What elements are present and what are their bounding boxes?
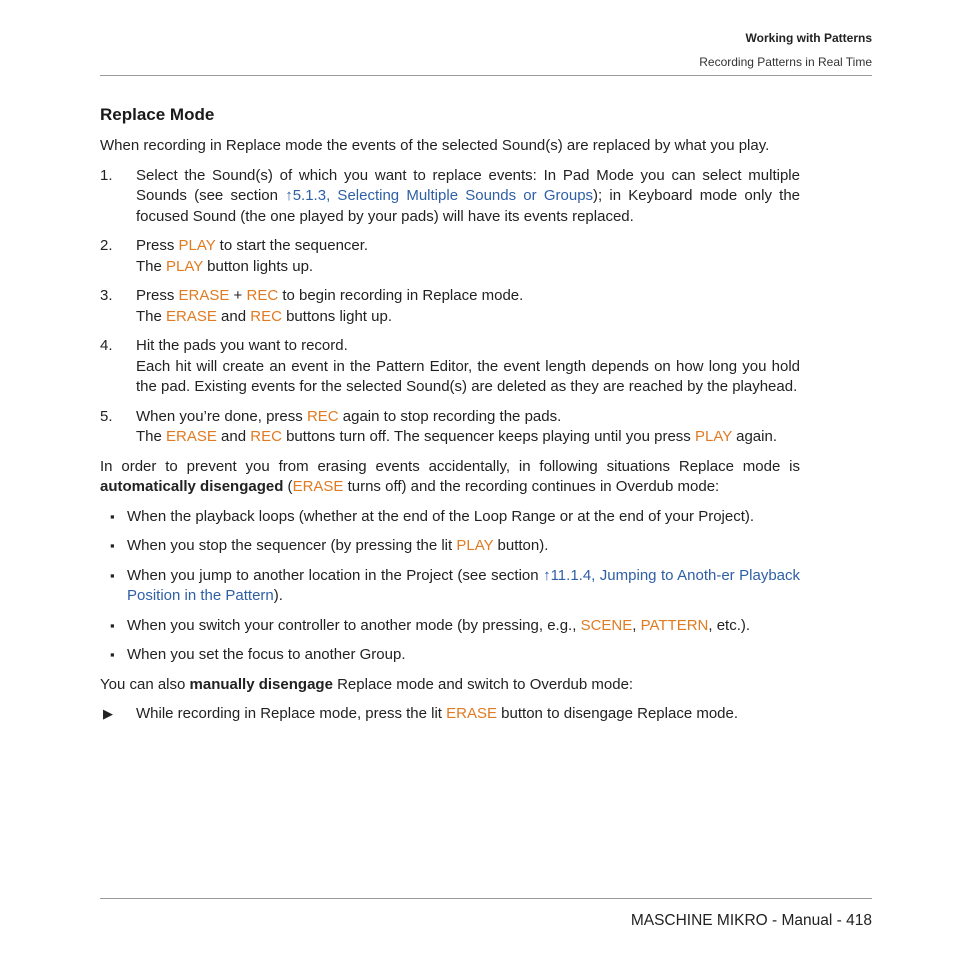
step-text: ); in Keyboard mode only the focused Sound (the one played by your pads) will have its events replaced. <box>136 187 800 225</box>
step-line: When you’re done, press REC again to stop recording the pads. <box>136 407 562 425</box>
step-line: Press ERASE + REC to begin recording in Replace mode. <box>136 287 524 304</box>
header-chapter: Working with Patterns <box>745 31 872 45</box>
step-number: 3. <box>100 287 113 304</box>
section-link-5-1-3[interactable]: ↑5.1.3, Selecting Multiple Sounds or Groups <box>285 187 594 204</box>
step-number: 4. <box>100 337 113 354</box>
play-button-ref: PLAY <box>178 237 216 254</box>
bullet-marker: ▪ <box>110 617 115 633</box>
step-2 <box>100 236 800 277</box>
auto-disengage-paragraph: In order to prevent you from erasing events accidentally, in following situations Replace mode is automatically disengaged (ERASE turns off) and the recording continues in Overdub mode: <box>100 457 800 495</box>
scene-button-ref: SCENE <box>580 616 633 634</box>
bold-term: automatically disengaged <box>100 478 284 495</box>
footer-divider <box>100 898 872 899</box>
pattern-button-ref: PATTERN <box>640 616 709 634</box>
step-line: The ERASE and REC buttons light up. <box>136 307 392 325</box>
page-content <box>100 104 800 725</box>
step-number: 1. <box>100 166 113 184</box>
bold-term: manually disengage <box>189 675 333 693</box>
section-link-11-1-4[interactable]: ↑11.1.4, Jumping to Anoth-er Playback Position in the Pattern <box>127 566 800 604</box>
step-number: 2. <box>100 237 113 254</box>
step-3 <box>100 286 800 327</box>
erase-button-ref: ERASE <box>446 705 498 722</box>
bullet-marker: ▪ <box>110 538 115 553</box>
header-section: Recording Patterns in Real Time <box>699 55 872 69</box>
step-line: The ERASE and REC buttons turn off. The sequencer keeps playing until you press PLAY again. <box>136 428 777 445</box>
bullet-item: ▪ When you jump to another location in the Project (see section ↑11.1.4, Jumping to Anoth-er Playback Position in the Pattern). <box>110 566 800 604</box>
page-footer: MASCHINE MIKRO - Manual - 418 <box>630 912 872 929</box>
bullet-item: ▪ When the playback loops (whether at the end of the Loop Range or at the end of your Project). <box>100 507 800 528</box>
bullet-marker: ▪ <box>110 567 115 583</box>
step-line: Each hit will create an event in the Pattern Editor, the event length depends on how long you hold the pad. Existing events for the selected Sound(s) are deleted as they are reached by the playhead. <box>136 357 800 395</box>
section-heading: Replace Mode <box>100 105 215 124</box>
manual-disengage-paragraph: You can also manually disengage Replace mode and switch to Overdub mode: <box>100 675 634 693</box>
triangle-right-icon: ▶ <box>103 706 113 721</box>
step-line: Hit the pads you want to record. <box>136 337 348 354</box>
bullet-marker: ▪ <box>110 508 115 524</box>
step-1 <box>100 166 800 228</box>
erase-button-ref: ERASE <box>292 478 344 495</box>
play-button-ref: PLAY <box>166 257 203 275</box>
step-4 <box>100 336 800 398</box>
play-button-ref: PLAY <box>456 537 494 554</box>
rec-button-ref: REC <box>246 287 279 304</box>
bullet-item: ▪ When you set the focus to another Group. <box>100 645 800 666</box>
step-line: The PLAY button lights up. <box>136 257 314 275</box>
erase-button-ref: ERASE <box>166 307 217 325</box>
step-line: Press PLAY to start the sequencer. <box>136 237 369 254</box>
step-number: 5. <box>100 407 113 425</box>
rec-button-ref: REC <box>306 407 339 425</box>
step-5 <box>100 407 800 448</box>
intro-paragraph: When recording in Replace mode the events of the selected Sound(s) are replaced by what you play. <box>100 137 770 154</box>
action-item: ▶ While recording in Replace mode, press the lit ERASE button to disengage Replace mode. <box>100 704 800 725</box>
header-divider <box>100 75 872 76</box>
erase-button-ref: ERASE <box>166 428 217 445</box>
play-button-ref: PLAY <box>694 428 732 445</box>
rec-button-ref: REC <box>250 428 282 445</box>
bullet-marker: ▪ <box>110 647 115 662</box>
step-text: Select the Sound(s) of which you want to replace events: In Pad Mode you can select multiple Sounds (see section <box>136 166 800 204</box>
erase-button-ref: ERASE <box>178 287 230 304</box>
bullet-item: ▪ When you stop the sequencer (by pressing the lit PLAY button). <box>100 536 800 557</box>
rec-button-ref: REC <box>250 307 282 325</box>
bullet-item: ▪ When you switch your controller to another mode (by pressing, e.g., SCENE, PATTERN, etc.). <box>100 616 800 637</box>
